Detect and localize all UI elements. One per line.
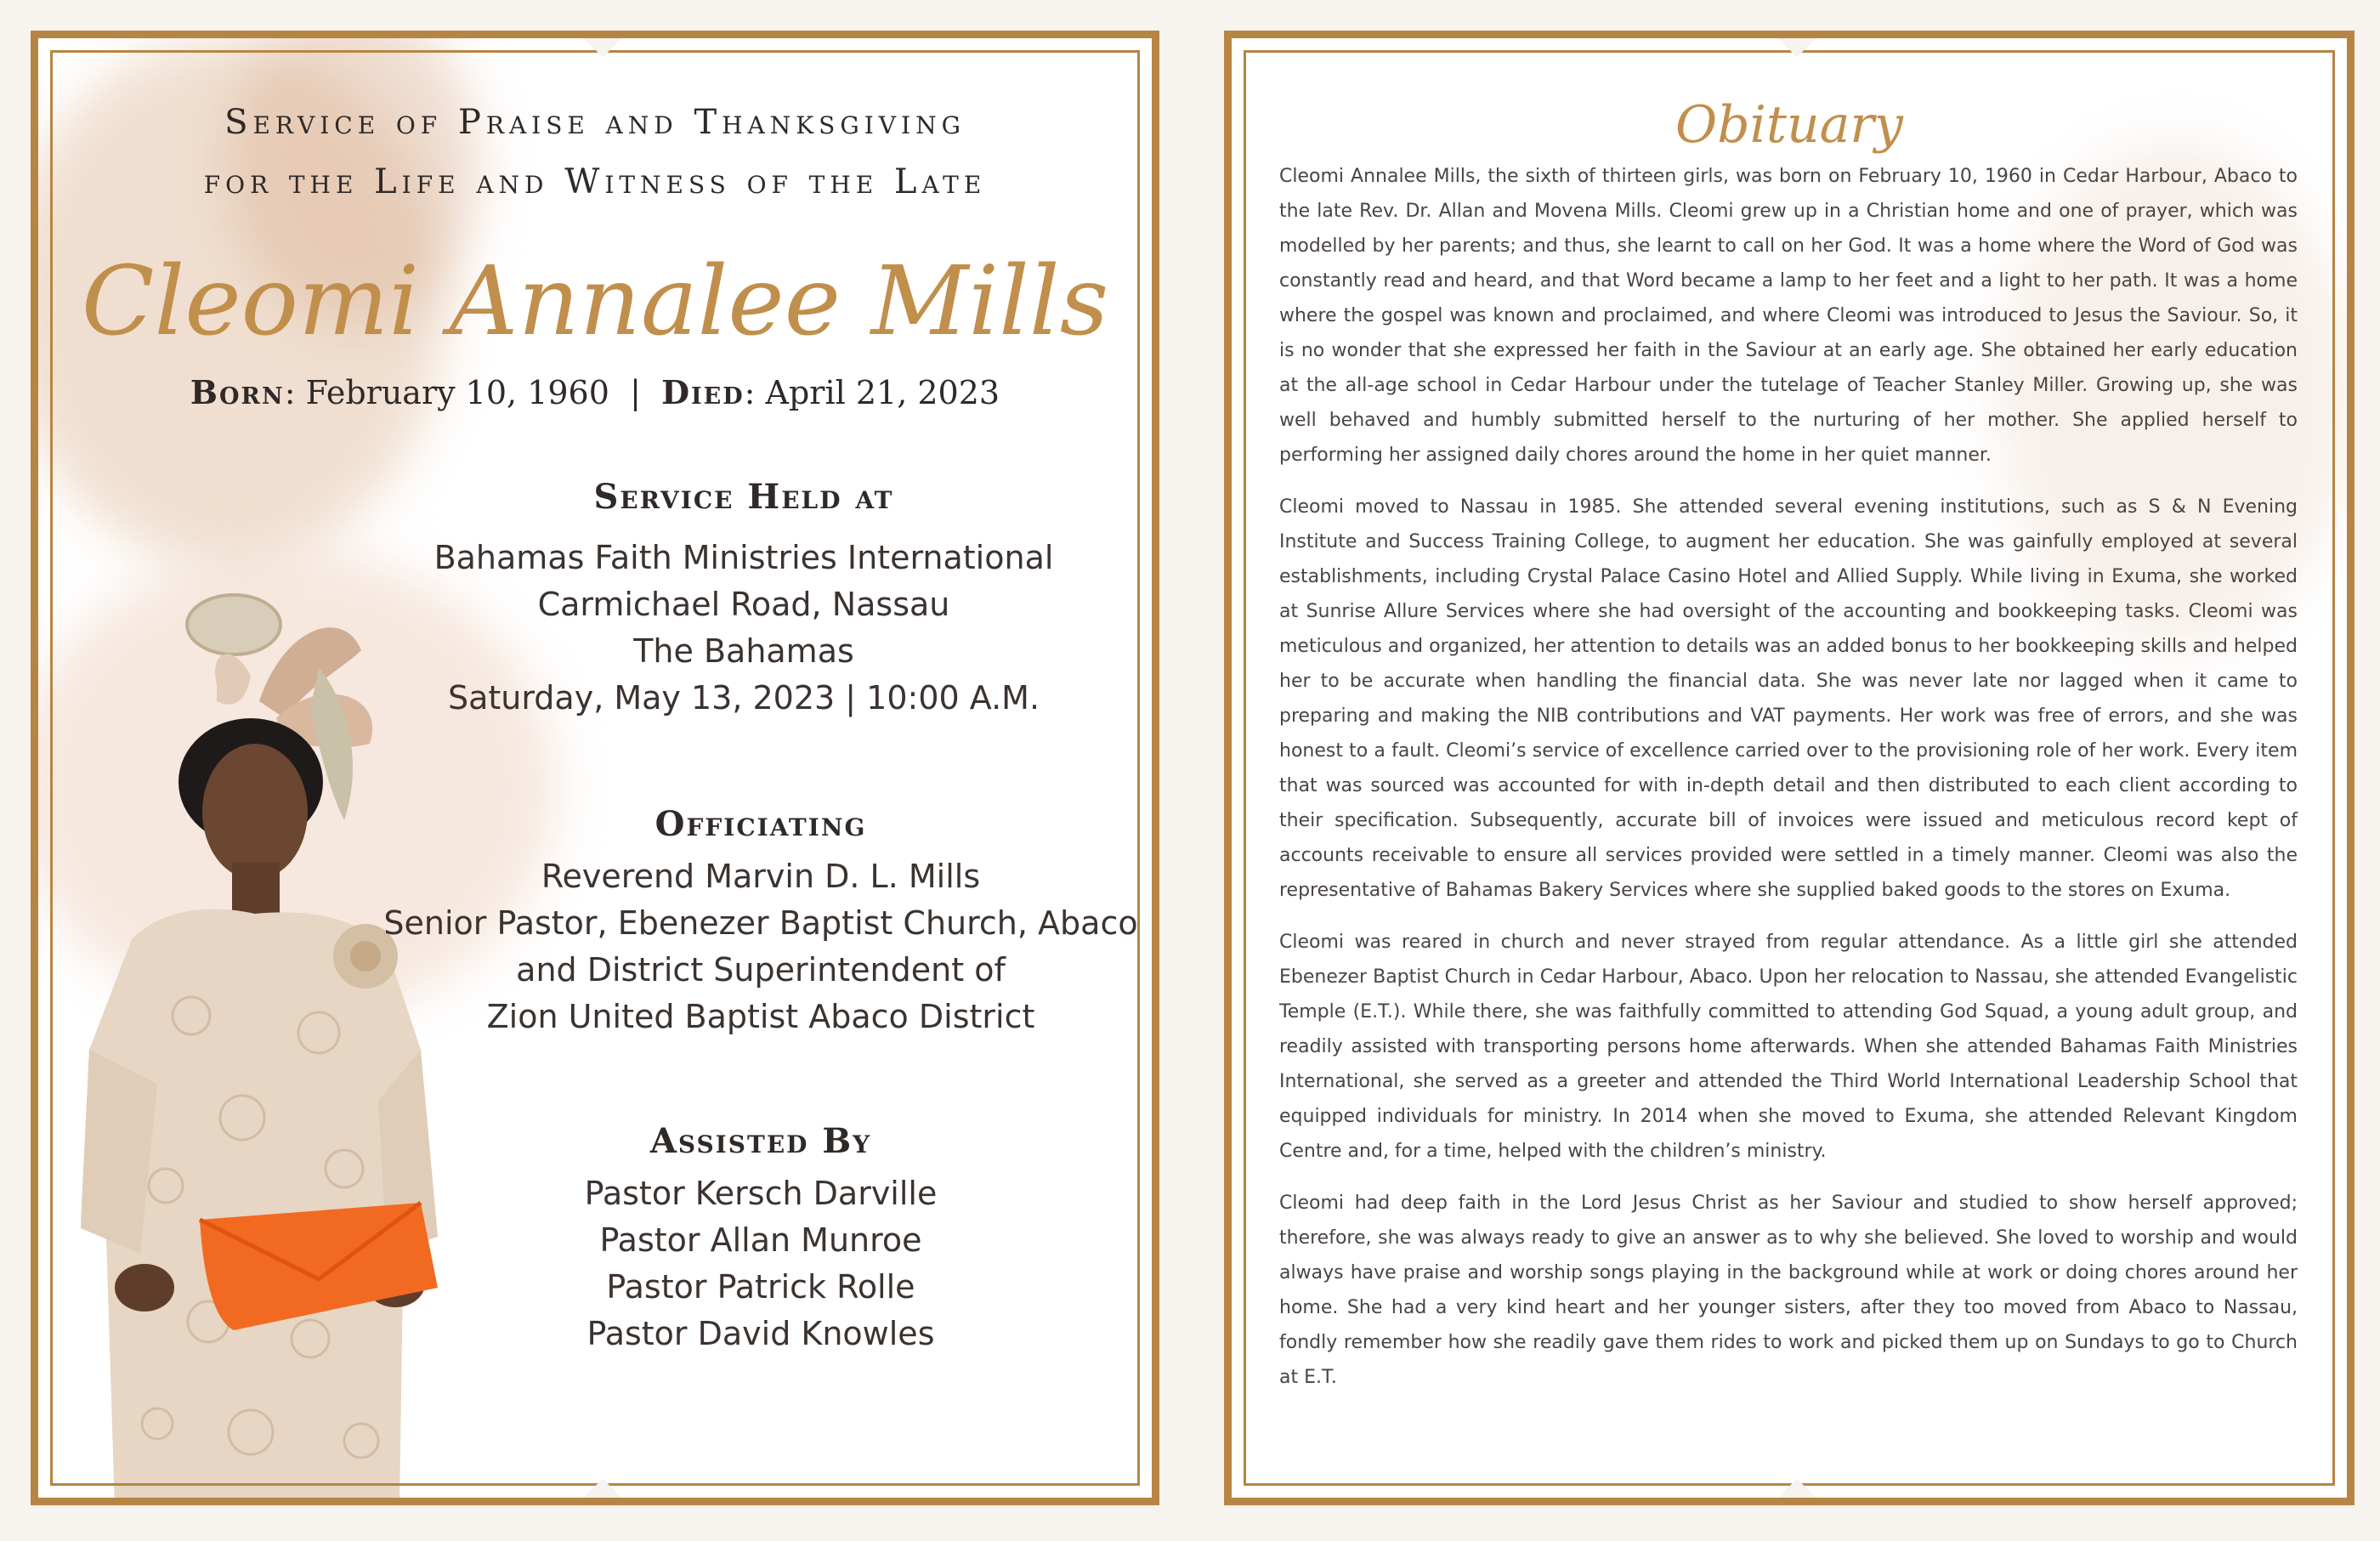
border-notch-bottom (573, 1479, 633, 1505)
assistant-name: Pastor Allan Munroe (599, 1221, 922, 1259)
border-notch-top (1767, 31, 1828, 57)
officiating-line: and District Superintendent of (516, 951, 1006, 989)
date-separator: | (630, 374, 641, 411)
section-heading: Officiating (654, 804, 867, 844)
assisted-by-section (361, 1116, 1159, 1357)
assistant-name: Pastor David Knowles (586, 1315, 935, 1352)
officiating-line: Reverend Marvin D. L. Mills (541, 858, 981, 895)
service-title-line: Service of Praise and Thanksgiving (224, 103, 966, 142)
section-heading: Service Held at (593, 477, 894, 517)
service-detail-line: Bahamas Faith Ministries International (434, 539, 1054, 576)
born-label: Born (190, 373, 285, 411)
died-date: : April 21, 2023 (744, 374, 1000, 411)
assisted-by-list (361, 1170, 1159, 1357)
section-heading: Assisted By (649, 1121, 872, 1161)
born-date: : February 10, 1960 (284, 374, 609, 411)
deceased-name: Cleomi Annalee Mills (81, 246, 1109, 357)
life-dates (38, 371, 1152, 414)
died-label: Died (661, 373, 745, 411)
obituary-paragraph: Cleomi Annalee Mills, the sixth of thirteen girls, was born on February 10, 1960 in Cedar Harbour, Abaco to the late Rev. Dr. Allan and Movena Mills. Cleomi grew up in a Christian home and one of prayer, which was modelled by her parents; and thus, she learnt to call on her God. It was a home where the Word of God was constantly read and heard, and that Word became a lamp to her feet and a light to her path. It was a home where the gospel was known and proclaimed, and where Cleomi was introduced to Jesus the Saviour. So, it is no wonder that she expressed her faith in the Saviour at an early age. She obtained her early education at the all-age school in Cedar Harbour under the tutelage of Teacher Stanley Miller. Growing up, she was well behaved and humbly submitted herself to the nurturing of her mother. She applied herself to performing her assigned daily chores around the home in her quiet manner. (1279, 166, 2298, 466)
service-detail-line: Carmichael Road, Nassau (537, 586, 950, 623)
program-cover-panel (31, 31, 1159, 1505)
obituary-panel (1224, 31, 2354, 1505)
assistant-name: Pastor Kersch Darville (584, 1175, 938, 1212)
obituary-paragraph: Cleomi had deep faith in the Lord Jesus Christ as her Saviour and studied to show herself approved; therefore, she was always ready to give an answer as to why she believed. She loved to worship and would always have praise and worship songs playing in the background while at work or doing chores around her home. She had a very kind heart and her younger sisters, after they too moved from Abaco to Nassau, fondly remember how she readily gave them rides to work and picked them up on Sundays to go to Church at E.T. (1279, 1193, 2298, 1388)
obituary-paragraph: Cleomi was reared in church and never strayed from regular attendance. As a little girl she attended Ebenezer Baptist Church in Cedar Harbour, Abaco. Upon her relocation to Nassau, she attended Evangelistic Temple (E.T.). While there, she was faithfully committed to attending God Squad, a young adult group, and readily assisted with transporting persons home afterwards. When she attended Bahamas Faith Ministries International, she served as a greeter and attended the Third World International Leadership School that equipped individuals for ministry. In 2014 when she moved to Exuma, she attended Relevant Kingdom Centre and, for a time, helped with the children’s ministry. (1279, 932, 2298, 1162)
service-title (38, 93, 1152, 212)
service-detail-line: Saturday, May 13, 2023 | 10:00 A.M. (447, 679, 1040, 717)
obituary-paragraph: Cleomi moved to Nassau in 1985. She attended several evening institutions, such as S & N Evening Institute and Success Training College, to augment her education. She was gainfully employed at several establishments, including Crystal Palace Casino Hotel and Allied Supply. While living in Exuma, she worked at Sunrise Allure Services where she had oversight of the accounting and bookkeeping tasks. Cleomi was meticulous and organized, her attention to details was an added bonus to her bookkeeping skills and helped her to be accurate when handling the financial data. She was never late nor lagged when it came to preparing and making the NIB contributions and VAT payments. Her work was free of errors, and she was honest to a fault. Cleomi’s service of excellence carried over to the provisioning role of her work. Every item that was sourced was accounted for with in-depth detail and then distributed to each client according to their specification. Subsequently, accurate bill of invoices were issued and meticulous record kept of accounts receivable to ensure all services provided were settled in a timely manner. Cleomi was also the representative of Bahamas Bakery Services where she supplied baked goods to the stores on Exuma. (1279, 496, 2298, 901)
service-details (344, 535, 1143, 722)
officiating-details (361, 853, 1159, 1040)
service-location-section (344, 472, 1143, 722)
officiating-line: Senior Pastor, Ebenezer Baptist Church, Abaco (383, 904, 1138, 942)
obituary-body (1279, 159, 2298, 1412)
border-notch-top (573, 31, 633, 57)
officiating-section (361, 799, 1159, 1040)
obituary-title: Obituary (1675, 95, 1903, 155)
border-notch-bottom (1767, 1479, 1828, 1505)
assistant-name: Pastor Patrick Rolle (606, 1268, 915, 1306)
service-detail-line: The Bahamas (633, 632, 854, 670)
service-title-line: for the Life and Witness of the Late (203, 162, 987, 201)
officiating-line: Zion United Baptist Abaco District (486, 998, 1035, 1035)
